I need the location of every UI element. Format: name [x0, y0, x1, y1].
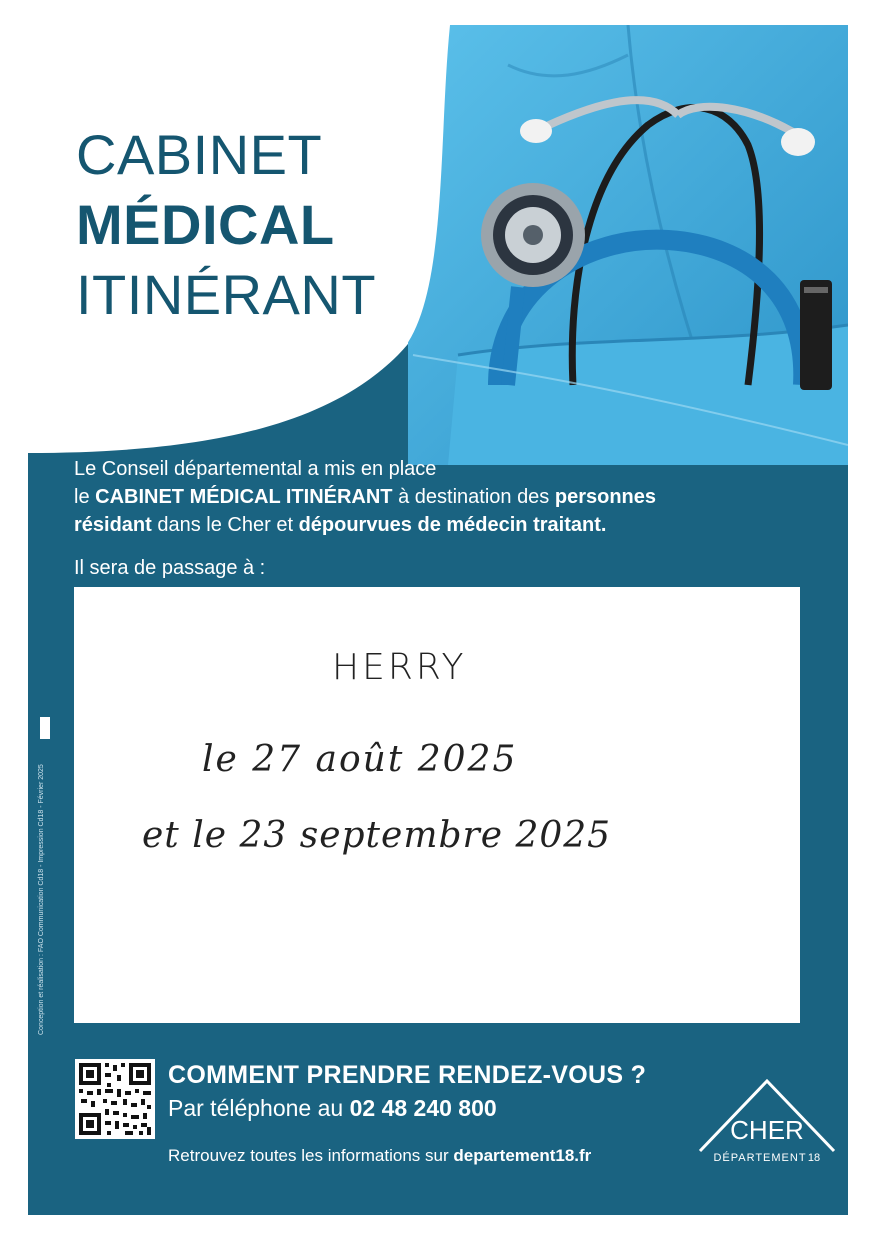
- logo-subtitle: DÉPARTEMENT: [713, 1152, 807, 1164]
- phone-number-link[interactable]: 02 48 240 800: [349, 1095, 497, 1121]
- cher-departement-logo-icon: [692, 1073, 842, 1173]
- intro-line-3: résidant dans le Cher et dépourvues de médecin traitant.: [74, 514, 607, 536]
- intro-text: [74, 455, 814, 539]
- handwritten-place: HERRY: [332, 647, 467, 688]
- print-credit: Conception et réalisation : FAO Communication Cd18 - Impression Cd18 - Février 2025: [38, 764, 45, 1035]
- intro-line-2: le CABINET MÉDICAL ITINÉRANT à destination des personnes: [74, 486, 657, 508]
- handwritten-info-box: [74, 587, 800, 1023]
- cta-title: COMMENT PRENDRE RENDEZ-VOUS ?: [168, 1061, 647, 1089]
- passage-label: Il sera de passage à :: [74, 557, 266, 579]
- qr-code-icon[interactable]: [75, 1059, 155, 1139]
- handwritten-date-2: et le 23 septembre 2025: [142, 815, 612, 856]
- cta-website: Retrouvez toutes les informations sur departement18.fr: [168, 1146, 592, 1165]
- logo-name: CHER: [730, 1115, 804, 1145]
- poster: [28, 25, 848, 1215]
- cta-phone: Par téléphone au 02 48 240 800: [168, 1095, 497, 1121]
- title-line-2: MÉDICAL: [76, 193, 335, 256]
- title-line-1: CABINET: [76, 123, 323, 186]
- credit-tag: [40, 717, 50, 739]
- website-link[interactable]: departement18.fr: [453, 1146, 592, 1165]
- page-title: [76, 123, 377, 326]
- title-line-3: ITINÉRANT: [76, 263, 377, 326]
- intro-line-1: Le Conseil départemental a mis en place: [74, 458, 437, 480]
- handwritten-date-1: le 27 août 2025: [202, 739, 518, 780]
- stethoscope-photo-icon: [408, 25, 848, 465]
- logo-number: 18: [807, 1152, 821, 1164]
